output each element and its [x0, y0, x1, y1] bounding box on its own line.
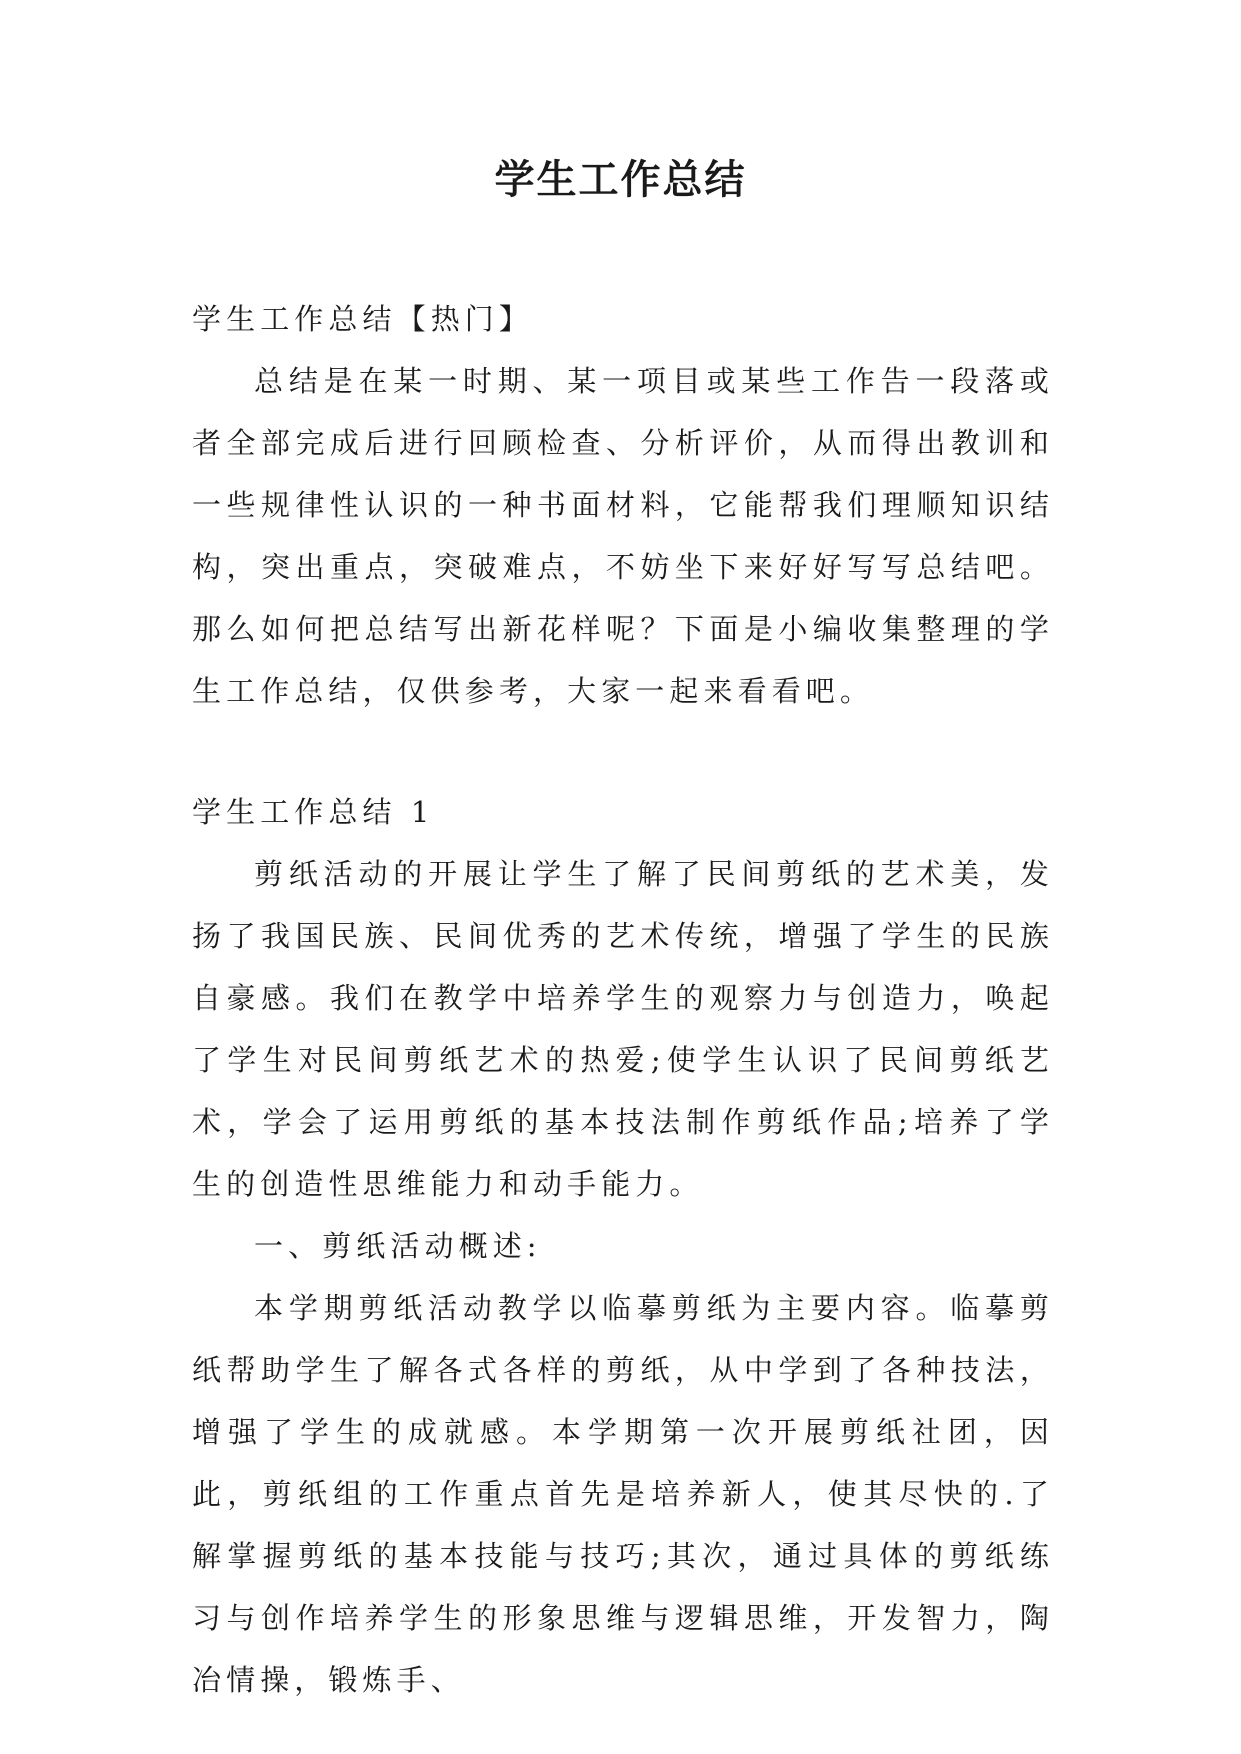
- document-title: 学生工作总结: [494, 156, 747, 203]
- document-body: [192, 288, 1054, 1711]
- section-1-paragraph-2: 本学期剪纸活动教学以临摹剪纸为主要内容。临摹剪纸帮助学生了解各式各样的剪纸，从中学到了各种技法，增强了学生的成就感。本学期第一次开展剪纸社团，因此，剪纸组的工作重点首先是培养新人，使其尽快的.了解掌握剪纸的基本技能与技巧;其次，通过具体的剪纸练习与创作培养学生的形象思维与逻辑思维，开发智力，陶冶情操，锻炼手、: [192, 1291, 1054, 1697]
- section-1-heading: 学生工作总结 1: [192, 795, 435, 829]
- section-spacer: [192, 722, 1054, 781]
- intro-heading: 学生工作总结【热门】: [192, 302, 534, 336]
- intro-paragraph: 总结是在某一时期、某一项目或某些工作告一段落或者全部完成后进行回顾检查、分析评价，从而得出教训和一些规律性认识的一种书面材料，它能帮我们理顺知识结构，突出重点，突破难点，不妨坐下来好好写写总结吧。那么如何把总结写出新花样呢？下面是小编收集整理的学生工作总结，仅供参考，大家一起来看看吧。: [192, 364, 1054, 708]
- section-1-paragraph-1: 剪纸活动的开展让学生了解了民间剪纸的艺术美，发扬了我国民族、民间优秀的艺术传统，增强了学生的民族自豪感。我们在教学中培养学生的观察力与创造力，唤起了学生对民间剪纸艺术的热爱;使学生认识了民间剪纸艺术，学会了运用剪纸的基本技法制作剪纸作品;培养了学生的创造性思维能力和动手能力。: [192, 857, 1054, 1201]
- section-1-subheading: 一、剪纸活动概述:: [254, 1229, 542, 1263]
